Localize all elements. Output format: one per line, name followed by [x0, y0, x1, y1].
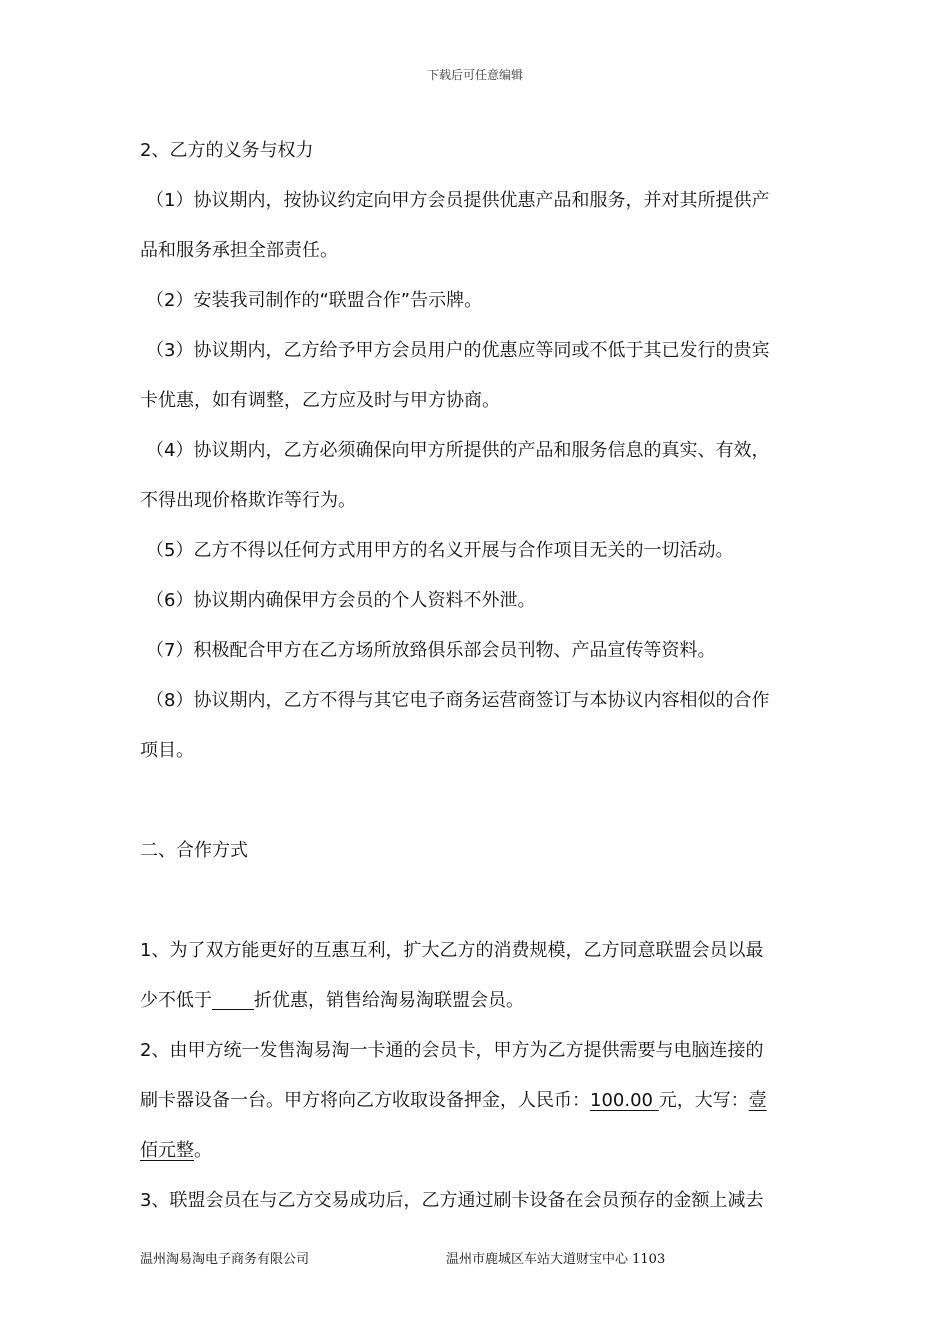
- list-item-continuation: 卡优惠，如有调整，乙方应及时与甲方协商。: [140, 390, 500, 411]
- text-run: 刷卡器设备一台。甲方将向乙方收取设备押金，人民币：: [140, 1090, 590, 1111]
- capital-amount-part: 佰元整: [140, 1140, 194, 1161]
- paragraph-line: [140, 1126, 820, 1176]
- footer-company: 温州淘易淘电子商务有限公司: [140, 1252, 310, 1267]
- obligations-list: [140, 176, 820, 776]
- list-item: （5）乙方不得以任何方式用甲方的名义开展与合作项目无关的一切活动。: [146, 540, 734, 561]
- section-heading: 2、乙方的义务与权力: [140, 140, 314, 161]
- text-run: 少不低于: [140, 990, 212, 1011]
- list-item-continuation: 不得出现价格欺诈等行为。: [140, 490, 356, 511]
- footer-address: 温州市鹿城区车站大道财宝中心 1103: [446, 1252, 666, 1267]
- list-item: （1）协议期内，按协议约定向甲方会员提供优惠产品和服务，并对其所提供产: [146, 190, 770, 211]
- list-item-continuation: 品和服务承担全部责任。: [140, 240, 338, 261]
- paragraph-line: [140, 976, 820, 1026]
- deposit-amount: 100.00: [590, 1090, 659, 1111]
- list-item: （2）安装我司制作的“联盟合作”告示牌。: [146, 290, 483, 311]
- paragraph-line: 2、由甲方统一发售淘易淘一卡通的会员卡，甲方为乙方提供需要与电脑连接的: [140, 1040, 764, 1061]
- spacer: [140, 776, 820, 826]
- paragraph-line: 3、联盟会员在与乙方交易成功后，乙方通过刷卡设备在会员预存的金额上减去: [140, 1190, 764, 1211]
- section-heading-cooperation: 二、合作方式: [140, 840, 248, 861]
- capital-amount-part: 壹: [748, 1090, 767, 1111]
- list-item: （4）协议期内，乙方必须确保向甲方所提供的产品和服务信息的真实、有效，: [146, 440, 770, 461]
- document-body: [140, 126, 820, 1226]
- paragraph-line: 1、为了双方能更好的互惠互利，扩大乙方的消费规模，乙方同意联盟会员以最: [140, 940, 764, 961]
- list-item: （7）积极配合甲方在乙方场所放臵俱乐部会员刊物、产品宣传等资料。: [146, 640, 716, 661]
- text-run: 元，大写：: [658, 1090, 749, 1111]
- text-run: 折优惠，销售给淘易淘联盟会员。: [254, 990, 524, 1011]
- header-note: 下载后可任意编辑: [426, 68, 523, 82]
- paragraph-line: [140, 1076, 820, 1126]
- list-item: （8）协议期内，乙方不得与其它电子商务运营商签订与本协议内容相似的合作: [146, 690, 770, 711]
- list-item: （6）协议期内确保甲方会员的个人资料不外泄。: [146, 590, 536, 611]
- list-item: （3）协议期内，乙方给予甲方会员用户的优惠应等同或不低于其已发行的贵宾: [146, 340, 770, 361]
- text-run: 。: [194, 1140, 212, 1161]
- spacer: [140, 876, 820, 926]
- list-item-continuation: 项目。: [140, 740, 194, 761]
- fill-in-blank: [212, 991, 254, 1010]
